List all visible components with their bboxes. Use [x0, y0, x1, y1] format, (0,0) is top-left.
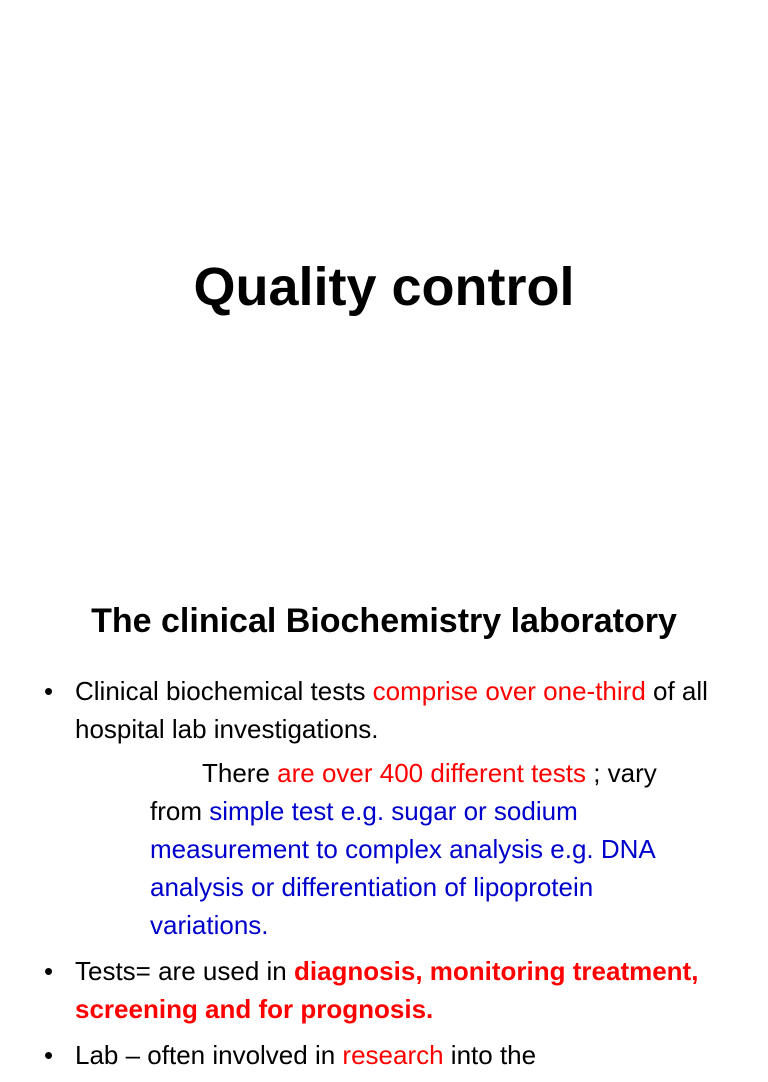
continuation-text-mid: ; vary from — [150, 758, 657, 826]
continuation-text: There — [202, 758, 278, 788]
bullet-1-continuation — [75, 754, 718, 944]
continuation-highlight: are over 400 different tests — [277, 758, 586, 788]
bullet-3-highlight: research — [342, 1040, 444, 1070]
bullet-3-text-end: into the — [443, 1040, 537, 1070]
continuation-examples: simple test e.g. sugar or sodium measurement to complex analysis e.g. DNA analysis or differentiation of lipoprotein variations. — [150, 796, 655, 940]
bullet-1-highlight: comprise over one-third — [372, 676, 646, 706]
bullet-dot-icon: • — [44, 956, 54, 986]
bullet-item-2 — [0, 952, 768, 1028]
slide-title: Quality control — [193, 257, 575, 317]
bullet-dot-icon: • — [44, 676, 54, 706]
bullet-dot-icon: • — [44, 1040, 54, 1070]
section-heading: The clinical Biochemistry laboratory — [91, 602, 677, 640]
bullet-item-3 — [0, 1036, 768, 1074]
bullet-1-text: Clinical biochemical tests — [75, 676, 373, 706]
bullet-list — [0, 672, 768, 1082]
bullet-2-text: Tests= are used in — [75, 956, 294, 986]
bullet-2-highlight: diagnosis, monitoring treatment, screening and for prognosis. — [75, 956, 699, 1024]
bullet-1-text-end: of all hospital lab investigations. — [75, 676, 708, 744]
bullet-item-1 — [0, 672, 768, 944]
bullet-3-text: Lab – often involved in — [75, 1040, 343, 1070]
